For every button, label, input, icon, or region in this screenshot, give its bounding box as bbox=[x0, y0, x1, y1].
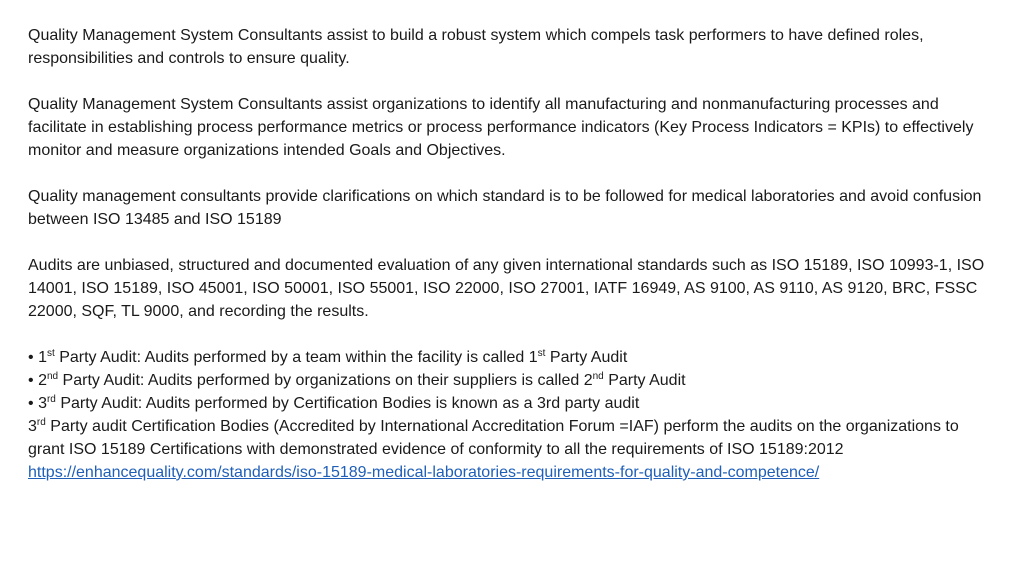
bullet-text: Party Audit: Audits performed by a team within the facility is called 1 bbox=[59, 349, 538, 366]
spacer bbox=[28, 231, 996, 254]
bullet-text: Party Audit: Audits performed by organizations on their suppliers is called 2 bbox=[62, 372, 593, 389]
paragraph-third-party-certification bbox=[28, 415, 996, 484]
ordinal-number: 2 bbox=[38, 372, 47, 389]
ordinal-number: 3 bbox=[28, 418, 37, 435]
bullet-tail: Party Audit bbox=[549, 349, 628, 366]
paragraph-qms-roles: Quality Management System Consultants assist to build a robust system which compels task performers to have defined roles, responsibilities and controls to ensure quality. bbox=[28, 27, 924, 67]
spacer bbox=[28, 162, 996, 185]
bullet-mark: • bbox=[28, 395, 34, 412]
bullet-third-party-audit bbox=[28, 392, 996, 415]
bullet-text: Party Audit: Audits performed by Certification Bodies is known as a 3rd party audit bbox=[60, 395, 640, 412]
bullet-first-party-audit bbox=[28, 346, 996, 369]
spacer bbox=[28, 70, 996, 93]
ordinal-number: 1 bbox=[38, 349, 47, 366]
paragraph-audits: Audits are unbiased, structured and documented evaluation of any given international standards such as ISO 15189, ISO 10993-1, ISO 14001, ISO 15189, ISO 45001, ISO 50001, ISO 55001, ISO 22000, ISO 27001, IATF 16949, AS 9100, AS 9110, AS 9120, BRC, FSSC 22000, SQF, TL 9000, and recording the results. bbox=[28, 257, 985, 320]
bullet-second-party-audit bbox=[28, 369, 996, 392]
ordinal-number: 3 bbox=[38, 395, 47, 412]
paragraph-standards-clarification: Quality management consultants provide clarifications on which standard is to be followed for medical laboratories and avoid confusion between ISO 13485 and ISO 15189 bbox=[28, 188, 982, 228]
ordinal-suffix: st bbox=[537, 348, 546, 359]
bullet-tail: Party Audit bbox=[608, 372, 686, 389]
spacer bbox=[28, 323, 996, 346]
paragraph-qms-processes: Quality Management System Consultants assist organizations to identify all manufacturing and nonmanufacturing processes and facilitate in establishing process performance metrics or process performance indicators (Key Process Indicators = KPIs) to effectively monitor and measure organizations intended Goals and Objectives. bbox=[28, 96, 974, 159]
ordinal-suffix: nd bbox=[46, 371, 59, 382]
certification-text: Party audit Certification Bodies (Accredited by International Accreditation Forum =IAF) perform the audits on the organizations to grant ISO 15189 Certifications with demonstrated evidence of conformity to all the requirements of ISO 15189:2012 bbox=[28, 418, 959, 458]
iso-15189-link[interactable]: https://enhancequality.com/standards/iso-15189-medical-laboratories-requirements-for-quality-and-competence/ bbox=[28, 464, 820, 481]
bullet-mark: • bbox=[28, 372, 34, 389]
ordinal-suffix: st bbox=[46, 348, 55, 359]
ordinal-suffix: rd bbox=[36, 417, 46, 428]
ordinal-suffix: rd bbox=[46, 394, 56, 405]
ordinal-suffix: nd bbox=[592, 371, 604, 382]
bullet-mark: • bbox=[28, 349, 34, 366]
